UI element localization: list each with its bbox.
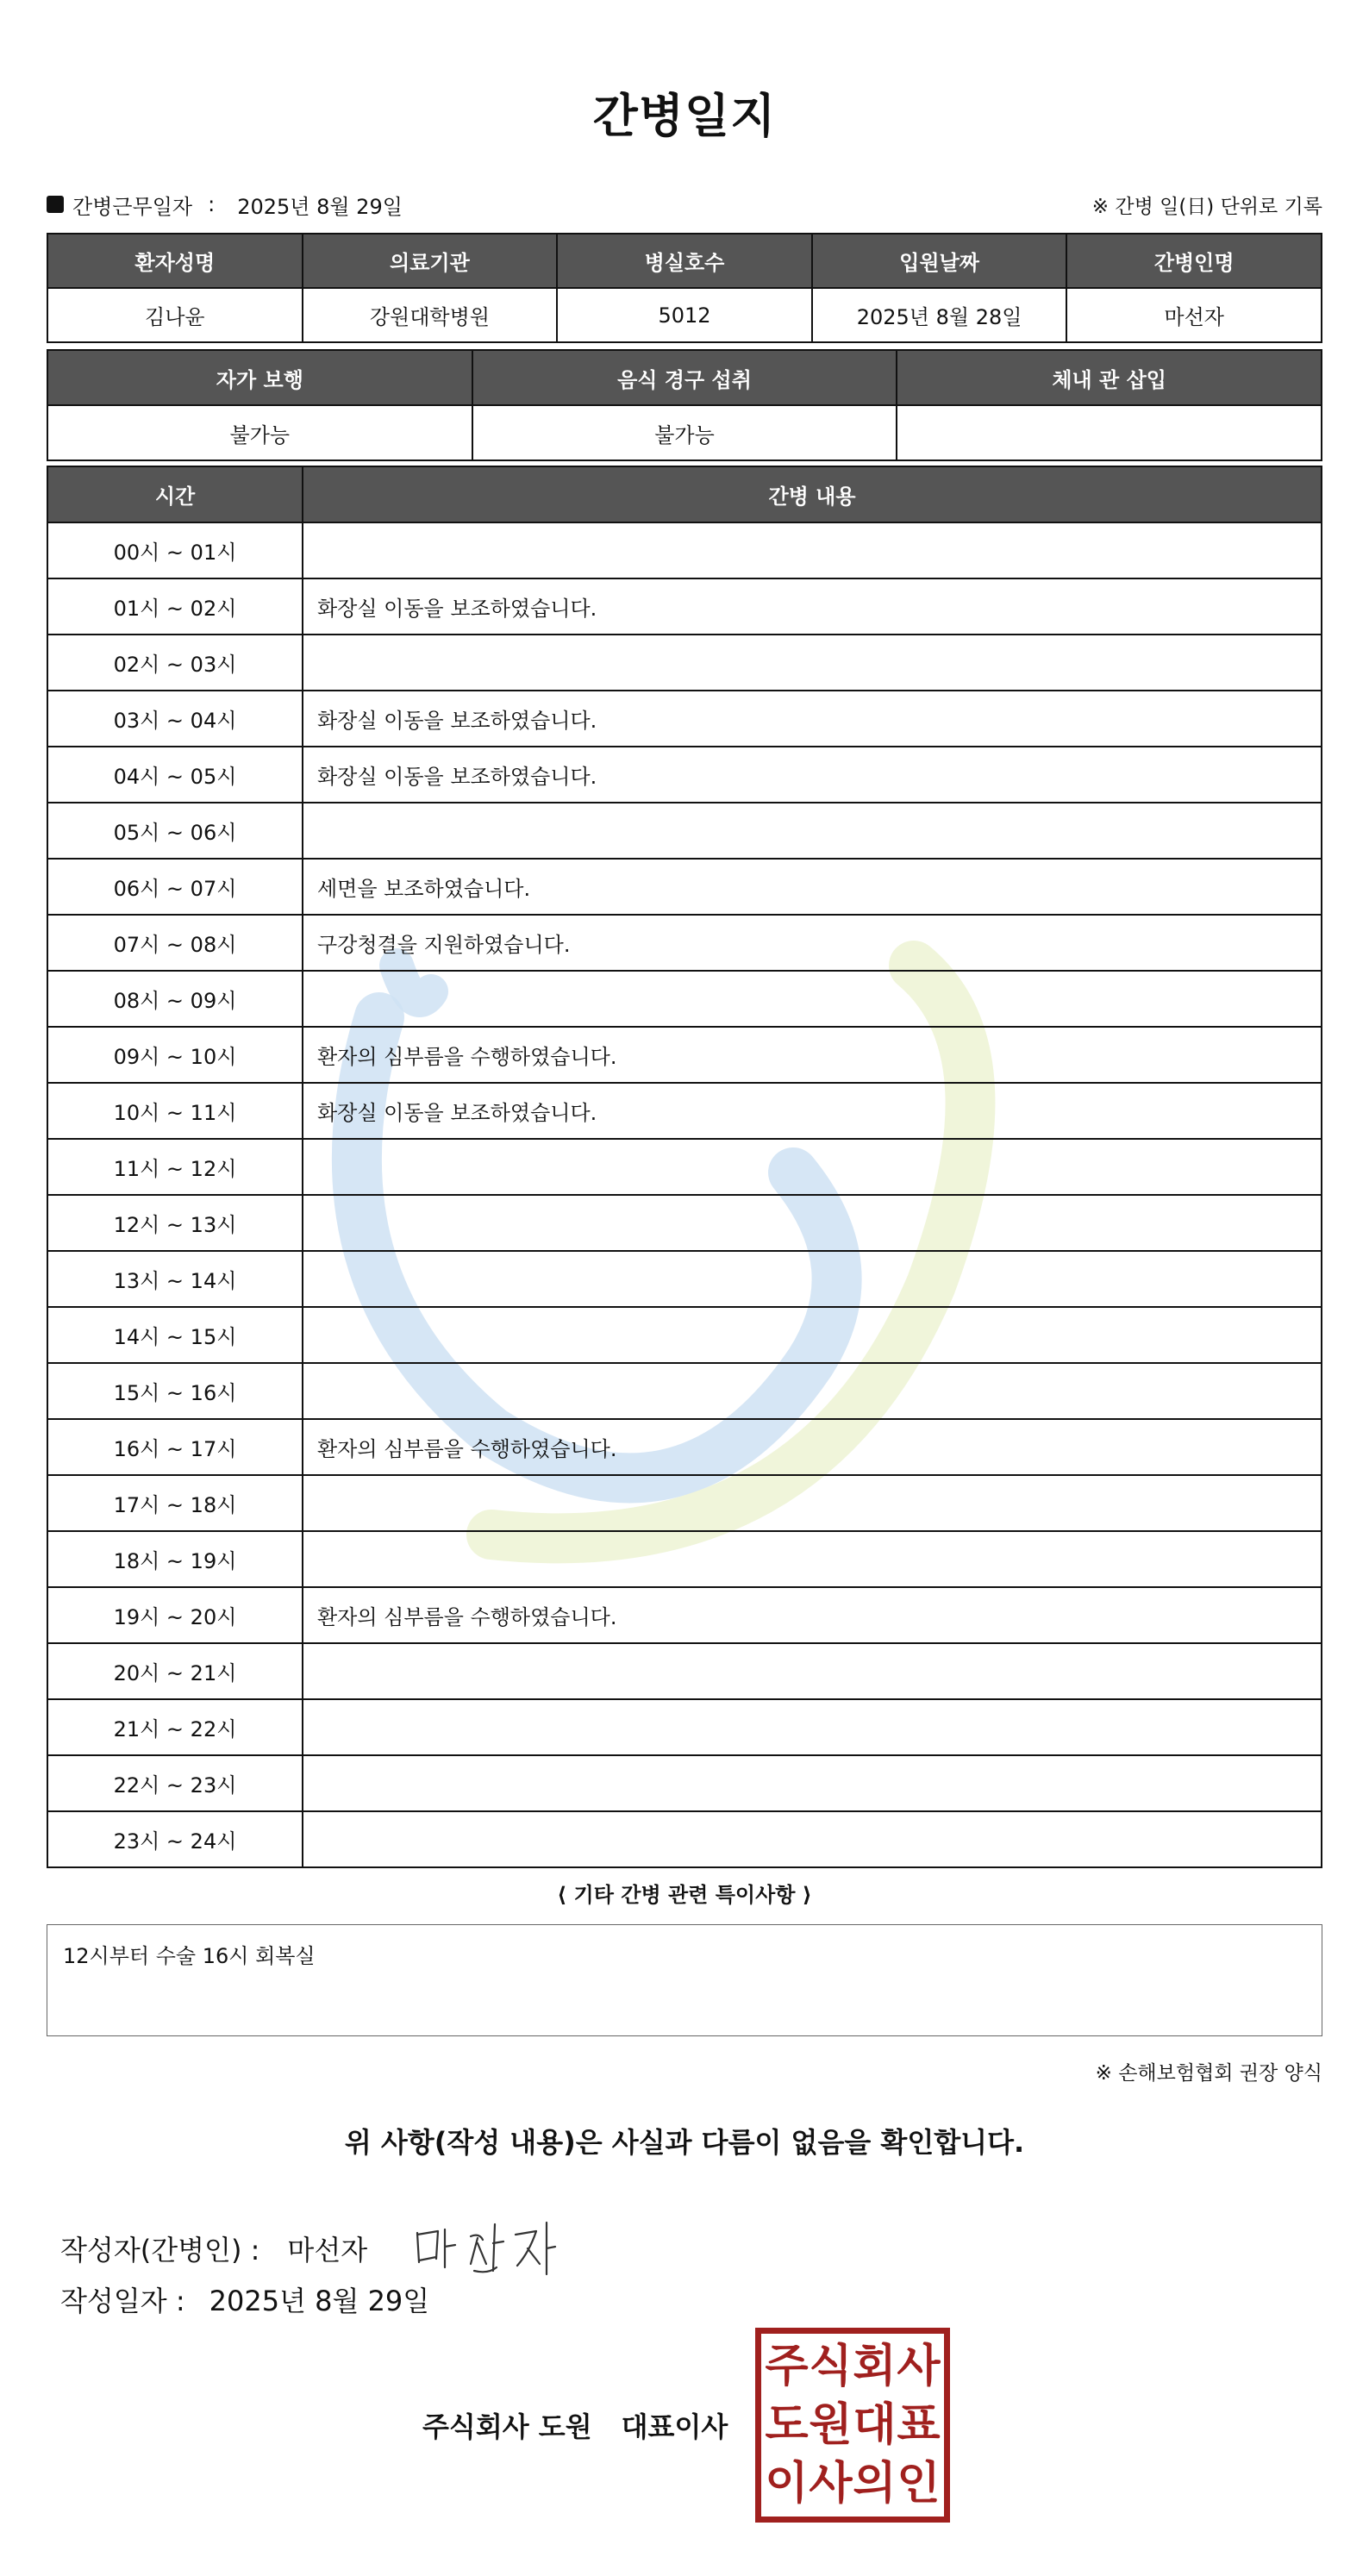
header-care-content: 간병 내용 <box>303 466 1322 522</box>
self-walking: 불가능 <box>47 405 472 460</box>
time-slot: 23시 ~ 24시 <box>47 1811 303 1867</box>
header-time: 시간 <box>47 466 303 522</box>
time-slot: 15시 ~ 16시 <box>47 1363 303 1419</box>
seal-character: 원 <box>809 2399 853 2451</box>
table-row <box>47 1811 1322 1867</box>
work-date-label: 간병근무일자 <box>72 194 193 219</box>
time-slot: 16시 ~ 17시 <box>47 1419 303 1475</box>
care-content <box>303 1811 1322 1867</box>
form-footnote: ※ 손해보험협회 권장 양식 <box>1095 2062 1322 2085</box>
header-tube-insertion: 체내 관 삽입 <box>897 350 1322 405</box>
care-content: 구강청결을 지원하였습니다. <box>303 915 1322 971</box>
time-slot: 12시 ~ 13시 <box>47 1195 303 1251</box>
table-row <box>47 1587 1322 1643</box>
writer-name: 마선자 <box>287 2234 368 2267</box>
seal-character: 도 <box>765 2399 809 2451</box>
header-self-walking: 자가 보행 <box>47 350 472 405</box>
care-content <box>303 522 1322 578</box>
patient-name: 김나윤 <box>47 288 303 342</box>
oral-intake: 불가능 <box>472 405 897 460</box>
care-content <box>303 1531 1322 1587</box>
table-row <box>47 1307 1322 1363</box>
seal-character: 회 <box>853 2341 897 2392</box>
caregiver-name: 마선자 <box>1066 288 1322 342</box>
patient-info-table <box>47 233 1322 343</box>
notes-section-title: ⟨ 기타 간병 관련 특이사항 ⟩ <box>557 1883 812 1907</box>
header-patient-name: 환자성명 <box>47 234 303 288</box>
table-row <box>47 1139 1322 1195</box>
care-content <box>303 1475 1322 1531</box>
seal-character: 의 <box>853 2458 897 2510</box>
table-row <box>47 1195 1322 1251</box>
written-date-row <box>60 2279 429 2319</box>
table-row <box>47 1643 1322 1699</box>
table-row <box>47 971 1322 1027</box>
care-content: 세면을 보조하였습니다. <box>303 859 1322 915</box>
time-slot: 11시 ~ 12시 <box>47 1139 303 1195</box>
care-content <box>303 1307 1322 1363</box>
notes-box: 12시부터 수술 16시 회복실 <box>47 1924 1322 2036</box>
time-slot: 07시 ~ 08시 <box>47 915 303 971</box>
time-slot: 04시 ~ 05시 <box>47 747 303 803</box>
seal-character: 주 <box>765 2341 809 2392</box>
seal-character: 인 <box>897 2458 941 2510</box>
header-hospital: 의료기관 <box>303 234 558 288</box>
company-title: 대표이사 <box>621 2410 728 2443</box>
meta-row <box>47 190 1322 219</box>
care-log-table <box>47 466 1322 1868</box>
care-content: 환자의 심부름을 수행하였습니다. <box>303 1027 1322 1083</box>
seal-character: 식 <box>809 2341 853 2392</box>
care-content <box>303 1363 1322 1419</box>
company-name: 주식회사 도원 <box>422 2410 592 2443</box>
table-row <box>47 1083 1322 1139</box>
hospital: 강원대학병원 <box>303 288 558 342</box>
time-slot: 08시 ~ 09시 <box>47 971 303 1027</box>
table-row <box>47 1475 1322 1531</box>
time-slot: 02시 ~ 03시 <box>47 635 303 691</box>
care-content <box>303 1643 1322 1699</box>
seal-character: 이 <box>765 2458 809 2510</box>
time-slot: 19시 ~ 20시 <box>47 1587 303 1643</box>
work-date <box>47 190 403 220</box>
unit-note: ※ 간병 일(日) 단위로 기록 <box>1091 195 1322 218</box>
care-content <box>303 1755 1322 1811</box>
header-oral-intake: 음식 경구 섭취 <box>472 350 897 405</box>
header-room-number: 병실호수 <box>557 234 812 288</box>
table-row <box>47 747 1322 803</box>
care-log-body <box>47 522 1322 1867</box>
care-content <box>303 1139 1322 1195</box>
table-row <box>47 1755 1322 1811</box>
time-slot: 20시 ~ 21시 <box>47 1643 303 1699</box>
care-content <box>303 1699 1322 1755</box>
time-slot: 21시 ~ 22시 <box>47 1699 303 1755</box>
patient-status-table <box>47 349 1322 461</box>
time-slot: 00시 ~ 01시 <box>47 522 303 578</box>
company-seal <box>755 2328 950 2523</box>
seal-character: 대 <box>853 2399 897 2451</box>
header-caregiver-name: 간병인명 <box>1066 234 1322 288</box>
care-content: 화장실 이동을 보조하였습니다. <box>303 691 1322 747</box>
table-row <box>47 859 1322 915</box>
care-content: 환자의 심부름을 수행하였습니다. <box>303 1419 1322 1475</box>
seal-grid <box>765 2337 941 2513</box>
writer-label: 작성자(간병인) : <box>60 2234 260 2267</box>
written-date-label: 작성일자 : <box>60 2285 185 2317</box>
time-slot: 22시 ~ 23시 <box>47 1755 303 1811</box>
seal-character: 사 <box>897 2341 941 2392</box>
document-title: 간병일지 <box>592 89 777 143</box>
table-row <box>47 803 1322 859</box>
time-slot: 09시 ~ 10시 <box>47 1027 303 1083</box>
signature-image <box>410 2214 557 2283</box>
table-row <box>47 635 1322 691</box>
care-content <box>303 803 1322 859</box>
table-row <box>47 1531 1322 1587</box>
work-date-colon: : <box>208 192 216 216</box>
care-content: 화장실 이동을 보조하였습니다. <box>303 747 1322 803</box>
company-signature <box>422 2405 728 2445</box>
table-row <box>47 1419 1322 1475</box>
table-row <box>47 691 1322 747</box>
care-content <box>303 1251 1322 1307</box>
writer-row <box>60 2214 557 2283</box>
time-slot: 03시 ~ 04시 <box>47 691 303 747</box>
header-admission-date: 입원날짜 <box>812 234 1067 288</box>
table-row <box>47 1699 1322 1755</box>
table-row <box>47 578 1322 635</box>
square-bullet-icon <box>47 196 64 213</box>
time-slot: 17시 ~ 18시 <box>47 1475 303 1531</box>
confirmation-statement: 위 사항(작성 내용)은 사실과 다름이 없음을 확인합니다. <box>344 2126 1025 2159</box>
room-number: 5012 <box>557 288 812 342</box>
care-content <box>303 635 1322 691</box>
time-slot: 18시 ~ 19시 <box>47 1531 303 1587</box>
tube-insertion <box>897 405 1322 460</box>
table-row <box>47 915 1322 971</box>
work-date-value: 2025년 8월 29일 <box>237 194 403 219</box>
care-content <box>303 971 1322 1027</box>
time-slot: 05시 ~ 06시 <box>47 803 303 859</box>
table-row <box>47 1363 1322 1419</box>
written-date-value: 2025년 8월 29일 <box>209 2285 430 2317</box>
time-slot: 06시 ~ 07시 <box>47 859 303 915</box>
time-slot: 14시 ~ 15시 <box>47 1307 303 1363</box>
seal-character: 사 <box>809 2458 853 2510</box>
time-slot: 01시 ~ 02시 <box>47 578 303 635</box>
admission-date: 2025년 8월 28일 <box>812 288 1067 342</box>
care-content: 화장실 이동을 보조하였습니다. <box>303 1083 1322 1139</box>
table-row <box>47 522 1322 578</box>
table-row <box>47 1251 1322 1307</box>
time-slot: 13시 ~ 14시 <box>47 1251 303 1307</box>
care-content: 화장실 이동을 보조하였습니다. <box>303 578 1322 635</box>
seal-character: 표 <box>897 2399 941 2451</box>
care-content: 환자의 심부름을 수행하였습니다. <box>303 1587 1322 1643</box>
time-slot: 10시 ~ 11시 <box>47 1083 303 1139</box>
care-content <box>303 1195 1322 1251</box>
table-row <box>47 1027 1322 1083</box>
